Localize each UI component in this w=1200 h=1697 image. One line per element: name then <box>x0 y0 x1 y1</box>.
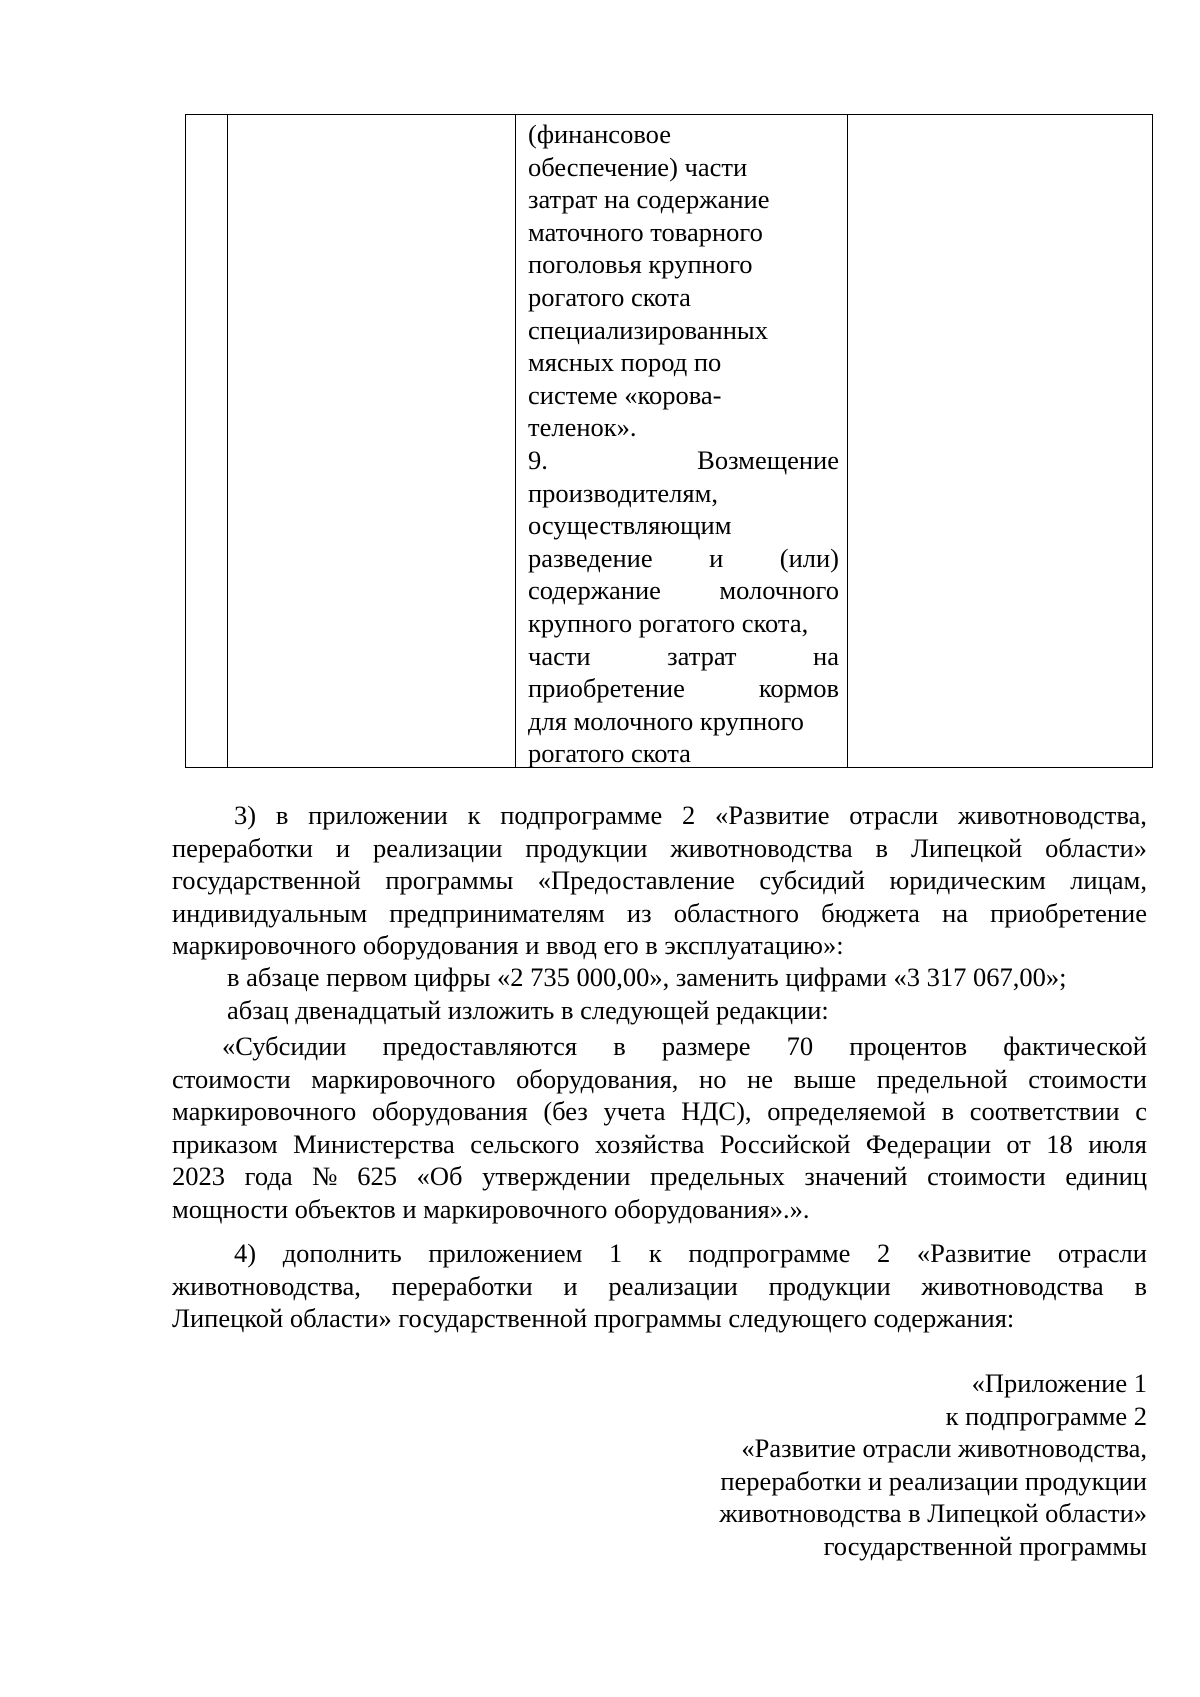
word: и <box>709 542 724 573</box>
word: стоимости <box>1028 1063 1147 1094</box>
table-cell-measures <box>528 118 839 770</box>
word: в <box>613 1031 626 1061</box>
word: бюджета <box>821 897 920 928</box>
table-column-divider <box>847 115 848 767</box>
paragraph-line <box>172 832 1147 865</box>
word: размере <box>661 1031 751 1061</box>
word: отрасли <box>849 800 939 830</box>
word: приложении <box>308 800 448 830</box>
word: не <box>747 1063 773 1094</box>
table-cell-line: рогатого скота <box>528 281 691 312</box>
word: на <box>942 897 969 928</box>
word: в <box>1134 1270 1147 1301</box>
word: с <box>1135 1096 1147 1127</box>
paragraph-line <box>172 961 1147 994</box>
paragraph-text: абзац двенадцатый изложить в следующей редакции: <box>227 994 829 1025</box>
paragraph-line <box>172 994 1147 1027</box>
word: года <box>244 1161 293 1192</box>
paragraph-line <box>172 1193 1147 1226</box>
word: стоимости <box>172 1063 291 1094</box>
word: Липецкой <box>910 832 1023 863</box>
table-cell-line <box>528 574 839 607</box>
word: подпрограмме <box>688 1238 851 1268</box>
word: Федерации <box>865 1128 991 1159</box>
word: рогатого скота <box>528 738 691 769</box>
table-cell-line: маточного товарного <box>528 216 763 247</box>
table-cell-item-9 <box>528 444 839 770</box>
table-cell-line <box>528 640 839 673</box>
word: кормов <box>758 673 839 704</box>
quoted-paragraph <box>172 1030 1147 1226</box>
word: к <box>467 800 481 830</box>
word: оборудования <box>371 1096 528 1127</box>
word: 18 <box>1046 1128 1073 1159</box>
word: к <box>648 1238 662 1268</box>
word: Липецкой области» государственной программы следующего содержания: <box>172 1303 1015 1334</box>
table-cell-line <box>528 705 839 738</box>
paragraph-line <box>172 897 1147 930</box>
word: (без <box>543 1096 588 1127</box>
table-cell-line <box>528 542 839 575</box>
paragraph-3 <box>172 799 1147 962</box>
word: хозяйства <box>594 1128 705 1159</box>
word: № <box>312 1161 338 1192</box>
word: переработки <box>172 832 313 863</box>
word: 1 <box>609 1238 623 1268</box>
word: субсидий <box>759 865 865 896</box>
word: «Развитие <box>715 800 830 830</box>
table-cell-line <box>528 672 839 705</box>
paragraph-3-amendments <box>172 961 1147 1026</box>
word: приобретение <box>990 897 1147 928</box>
word: программы <box>385 865 514 896</box>
word: 70 <box>786 1031 814 1061</box>
word: государственной <box>172 865 361 896</box>
paragraph-line <box>172 864 1147 897</box>
appendix-header-line: животноводства в Липецкой области» <box>719 1498 1147 1529</box>
paragraph-line <box>172 1237 1147 1270</box>
word: крупного рогатого скота, <box>528 607 809 638</box>
word: в <box>275 800 289 830</box>
word: стоимости <box>927 1161 1046 1192</box>
word: области» <box>1045 832 1147 863</box>
appendix-header-line: переработки и реализации продукции <box>720 1465 1147 1496</box>
word: в <box>875 832 889 863</box>
word: 2 <box>682 800 696 830</box>
word: животноводства, <box>172 1270 361 1301</box>
appendix-header-line: государственной программы <box>823 1530 1147 1561</box>
word: значений <box>804 1161 908 1192</box>
word: из <box>626 897 652 928</box>
word: Возмещение <box>697 444 839 475</box>
word: (или) <box>779 542 839 573</box>
word: фактической <box>1003 1031 1147 1061</box>
word: 2 <box>877 1238 891 1268</box>
word: мощности объектов и маркировочного оборудования».». <box>172 1193 810 1224</box>
word: соответствии <box>969 1096 1120 1127</box>
word: осуществляющим <box>528 510 732 541</box>
word: реализации <box>608 1270 738 1301</box>
word: «Субсидии <box>222 1031 347 1061</box>
table-column-divider <box>515 115 516 767</box>
paragraph-line <box>172 1095 1147 1128</box>
paragraph-line <box>172 929 1147 962</box>
paragraph-line <box>172 1160 1147 1193</box>
paragraph-line <box>172 1302 1147 1335</box>
word: оборудования, <box>516 1063 679 1094</box>
word: «Предоставление <box>537 865 735 896</box>
word: предпринимателям <box>389 897 605 928</box>
paragraph-text: в абзаце первом цифры «2 735 000,00», заменить цифрами «3 317 067,00»; <box>227 962 1067 992</box>
table-cell-line: затрат на содержание <box>528 184 770 215</box>
appendix-header <box>547 1367 1147 1563</box>
table-cell-line: системе «корова- <box>528 379 722 410</box>
word: животноводства <box>670 832 853 863</box>
word: но <box>699 1063 727 1094</box>
word: индивидуальным <box>172 897 368 928</box>
paragraph-line <box>172 1128 1147 1161</box>
word: и <box>563 1270 578 1301</box>
word: Министерства <box>293 1128 455 1159</box>
word: Российской <box>719 1128 851 1159</box>
word: для молочного крупного <box>528 705 804 736</box>
word: сельского <box>470 1128 580 1159</box>
appendix-header-line: «Приложение 1 <box>971 1368 1147 1398</box>
word: приложением <box>428 1238 583 1268</box>
word: утверждении <box>482 1161 631 1192</box>
table-cell-line: обеспечение) части <box>528 151 748 182</box>
word: предоставляются <box>382 1031 578 1061</box>
table-cell-line: мясных пород по <box>528 347 722 378</box>
word: маркировочного <box>172 1096 357 1127</box>
table-cell-line <box>528 737 839 770</box>
word: производителям, <box>528 477 718 508</box>
table-cell-line <box>528 444 839 477</box>
appendix-header-line: «Развитие отрасли животноводства, <box>741 1433 1147 1464</box>
word: маркировочного оборудования и ввод его в эксплуатацию»: <box>172 930 844 961</box>
word: июля <box>1088 1128 1147 1159</box>
paragraph-4 <box>172 1237 1147 1335</box>
word: от <box>1006 1128 1031 1159</box>
word: молочного <box>719 575 839 606</box>
paragraph-line <box>172 799 1147 832</box>
word: подпрограмме <box>500 800 663 830</box>
word: содержание <box>528 575 661 606</box>
word: в <box>941 1096 955 1127</box>
word: продукции <box>768 1270 891 1301</box>
word: маркировочного <box>311 1063 496 1094</box>
table-cell-line: поголовья крупного <box>528 249 753 280</box>
word: «Развитие <box>916 1238 1032 1268</box>
appendix-header-line: к подпрограмме 2 <box>945 1400 1147 1431</box>
word: процентов <box>849 1031 968 1061</box>
word: животноводства, <box>958 800 1147 830</box>
table-cell-line: специализированных <box>528 314 768 345</box>
paragraph-line <box>172 1030 1147 1063</box>
table-fragment <box>185 114 1153 768</box>
word: отрасли <box>1057 1238 1147 1268</box>
word: затрат <box>667 640 737 671</box>
word: 3) <box>234 800 257 830</box>
word: переработки <box>391 1270 533 1301</box>
table-cell-line <box>528 607 839 640</box>
word: продукции <box>525 832 648 863</box>
word: единиц <box>1065 1161 1147 1192</box>
word: областного <box>673 897 799 928</box>
word: «Об <box>416 1161 463 1192</box>
word: 2023 <box>172 1161 225 1192</box>
word: части <box>528 640 591 671</box>
word: определяемой <box>767 1096 926 1127</box>
word: животноводства <box>921 1270 1104 1301</box>
paragraph-line <box>172 1270 1147 1303</box>
word: предельных <box>650 1161 785 1192</box>
word: выше <box>793 1063 857 1094</box>
word: реализации <box>372 832 503 863</box>
word: 9. <box>528 444 548 475</box>
word: 625 <box>357 1161 397 1192</box>
word: на <box>813 640 839 671</box>
paragraph-line <box>172 1063 1147 1096</box>
word: предельной <box>876 1063 1008 1094</box>
table-cell-line: (финансовое <box>528 119 671 149</box>
word: лицам, <box>1070 865 1147 896</box>
table-cell-line <box>528 509 839 542</box>
word: учета <box>603 1096 666 1127</box>
word: разведение <box>528 542 653 573</box>
word: дополнить <box>282 1238 402 1268</box>
word: юридическим <box>889 865 1046 896</box>
table-column-divider <box>227 115 228 767</box>
word: 4) <box>234 1238 257 1268</box>
table-cell-line: теленок». <box>528 412 637 443</box>
word: НДС), <box>681 1096 752 1127</box>
word: приобретение <box>528 673 685 704</box>
word: и <box>335 832 351 863</box>
word: приказом <box>172 1128 278 1159</box>
table-cell-line <box>528 477 839 510</box>
